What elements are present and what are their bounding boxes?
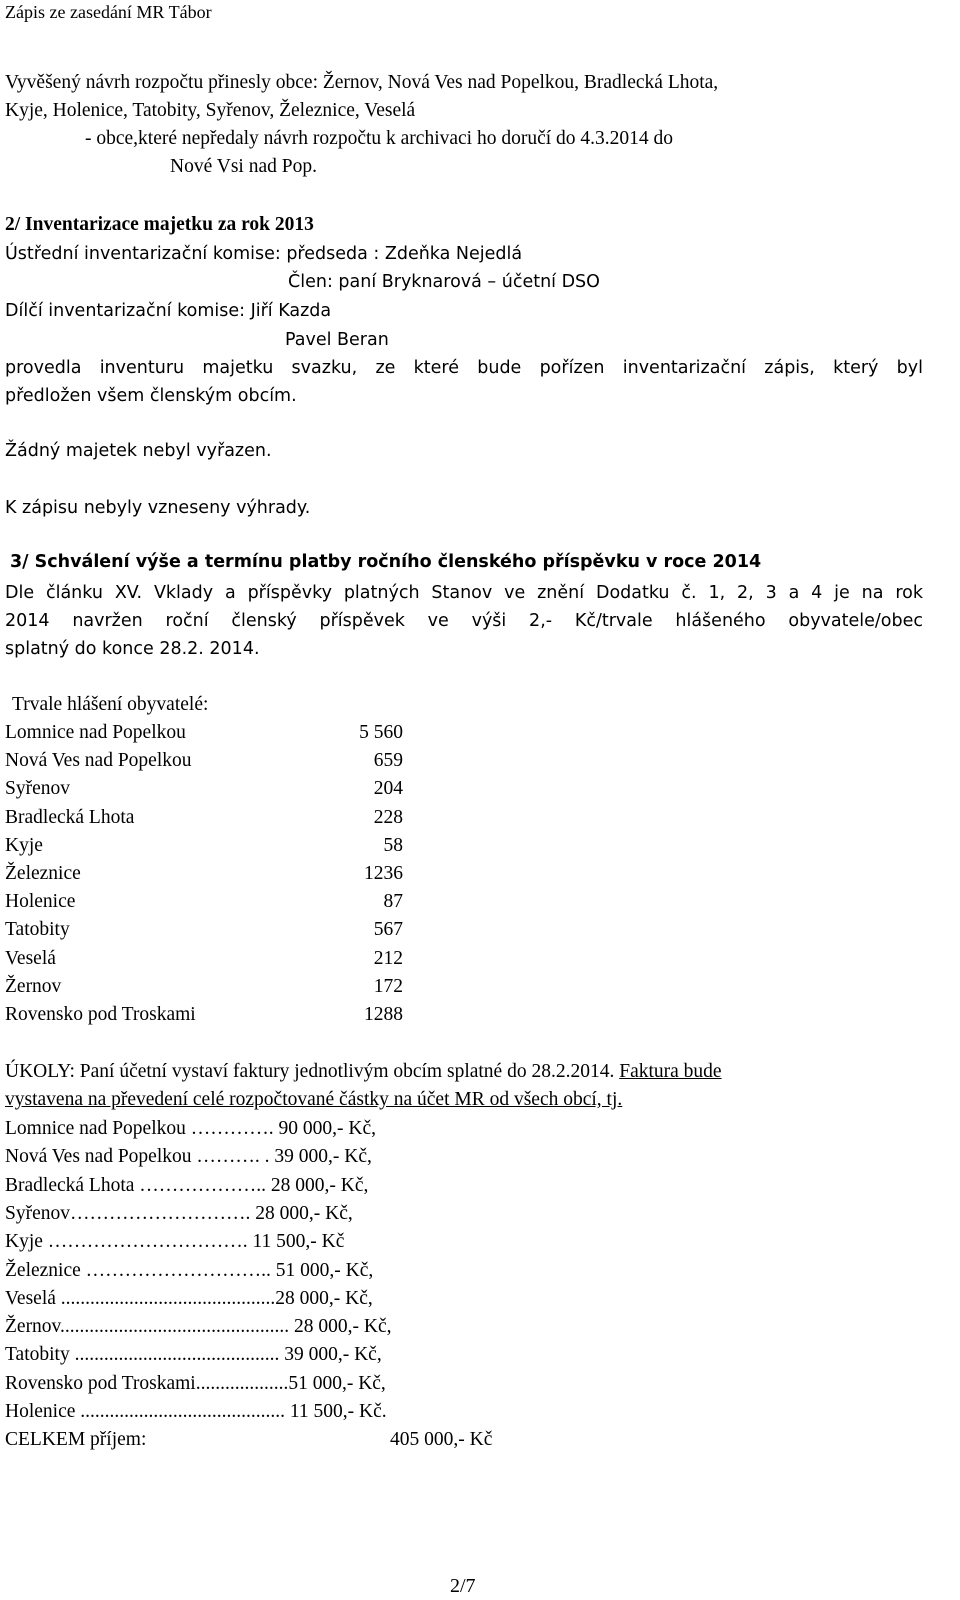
intro-line-3: - obce,které nepředaly návrh rozpočtu k archivaci ho doručí do 4.3.2014 do [85, 128, 674, 149]
section-3-line-3: splatný do konce 28.2. 2014. [5, 639, 260, 659]
inventory-paragraph-line-1: provedla inventuru majetku svazku, ze které bude pořízen inventarizační zápis, který byl [5, 358, 923, 378]
partial-commission-member: Pavel Beran [285, 330, 389, 350]
contribution-line: Bradlecká Lhota ……………….. 28 000,- Kč, [5, 1174, 369, 1196]
population-row-name: Žernov [5, 975, 62, 997]
contribution-line: Tatobity .......................................... 39 000,- Kč, [5, 1344, 382, 1366]
contribution-line: Holenice .......................................... 11 500,- Kč. [5, 1401, 387, 1422]
population-row-name: Nová Ves nad Popelkou [5, 750, 192, 772]
intro-line-1: Vyvěšený návrh rozpočtu přinesly obce: Žernov, Nová Ves nad Popelkou, Bradlecká Lhota, [5, 72, 719, 93]
tasks-text: ÚKOLY: Paní účetní vystaví faktury jednotlivým obcím splatné do 28.2.2014. [5, 1061, 615, 1082]
population-row-name: Železnice [5, 863, 81, 884]
population-row-count: 87 [383, 891, 403, 913]
population-row-name: Tatobity [5, 919, 70, 941]
population-row-count: 204 [373, 778, 403, 800]
contribution-line: Lomnice nad Popelkou …………. 90 000,- Kč, [5, 1118, 376, 1139]
section-3-line-1: Dle článku XV. Vklady a příspěvky platných Stanov ve znění Dodatku č. 1, 2, 3 a 4 je na rok [5, 583, 923, 603]
population-row-count: 1288 [364, 1004, 403, 1025]
section-2-heading: 2/ Inventarizace majetku za rok 2013 [5, 214, 314, 235]
contribution-line: Kyje …………………………. 11 500,- Kč [5, 1231, 345, 1253]
population-row-name: Bradlecká Lhota [5, 806, 135, 828]
population-row-name: Syřenov [5, 778, 70, 800]
population-row-count: 212 [373, 947, 403, 969]
population-row-name: Veselá [5, 947, 56, 969]
population-row-count: 567 [373, 919, 403, 941]
intro-line-2: Kyje, Holenice, Tatobity, Syřenov, Železnice, Veselá [5, 100, 416, 121]
population-row-count: 172 [373, 975, 403, 997]
inventory-paragraph-line-2: předložen všem členským obcím. [5, 386, 297, 406]
contribution-line: Žernov............................................... 28 000,- Kč, [5, 1316, 392, 1338]
total-value: 405 000,- Kč [390, 1429, 493, 1450]
population-row-count: 5 560 [359, 722, 403, 743]
intro-line-4: Nové Vsi nad Pop. [170, 156, 317, 177]
population-row-count: 1236 [364, 863, 403, 884]
page-header: Zápis ze zasedání MR Tábor [5, 2, 212, 22]
population-heading: Trvale hlášení obyvatelé: [12, 694, 209, 715]
section-3-line-2: 2014 navržen roční členský příspěvek ve výši 2,- Kč/trvale hlášeného obyvatele/obec [5, 611, 923, 631]
partial-commission: Dílčí inventarizační komise: Jiří Kazda [5, 301, 332, 321]
tasks-line-2: vystavena na převedení celé rozpočtované částky na účet MR od všech obcí, tj. [5, 1089, 623, 1110]
population-row-name: Holenice [5, 891, 76, 913]
population-row-name: Kyje [5, 834, 43, 856]
population-row-count: 58 [383, 834, 403, 856]
population-row-name: Lomnice nad Popelkou [5, 722, 186, 743]
page-number: 2/7 [450, 1575, 476, 1597]
tasks-underlined-start: Faktura bude [619, 1061, 722, 1082]
population-row-count: 659 [373, 750, 403, 772]
central-commission: Ústřední inventarizační komise: předseda : Zdeňka Nejedlá [5, 244, 523, 264]
population-row-count: 228 [373, 806, 403, 828]
commission-member: Člen: paní Bryknarová – účetní DSO [288, 272, 600, 292]
contribution-line: Veselá ............................................28 000,- Kč, [5, 1287, 373, 1309]
total-label: CELKEM příjem: [5, 1429, 147, 1450]
contribution-line: Železnice ……………………….. 51 000,- Kč, [5, 1259, 374, 1281]
population-row-name: Rovensko pod Troskami [5, 1004, 196, 1025]
no-disposal-note: Žádný majetek nebyl vyřazen. [5, 441, 272, 461]
contribution-line: Rovensko pod Troskami...................51 000,- Kč, [5, 1372, 386, 1394]
contribution-line: Nová Ves nad Popelkou ………. . 39 000,- Kč, [5, 1146, 372, 1168]
tasks-line-1 [5, 1061, 722, 1083]
section-3-heading: 3/ Schválení výše a termínu platby ročního členského příspěvku v roce 2014 [10, 552, 762, 572]
no-objections-note: K zápisu nebyly vzneseny výhrady. [5, 498, 311, 518]
contribution-line: Syřenov………………………. 28 000,- Kč, [5, 1202, 353, 1224]
